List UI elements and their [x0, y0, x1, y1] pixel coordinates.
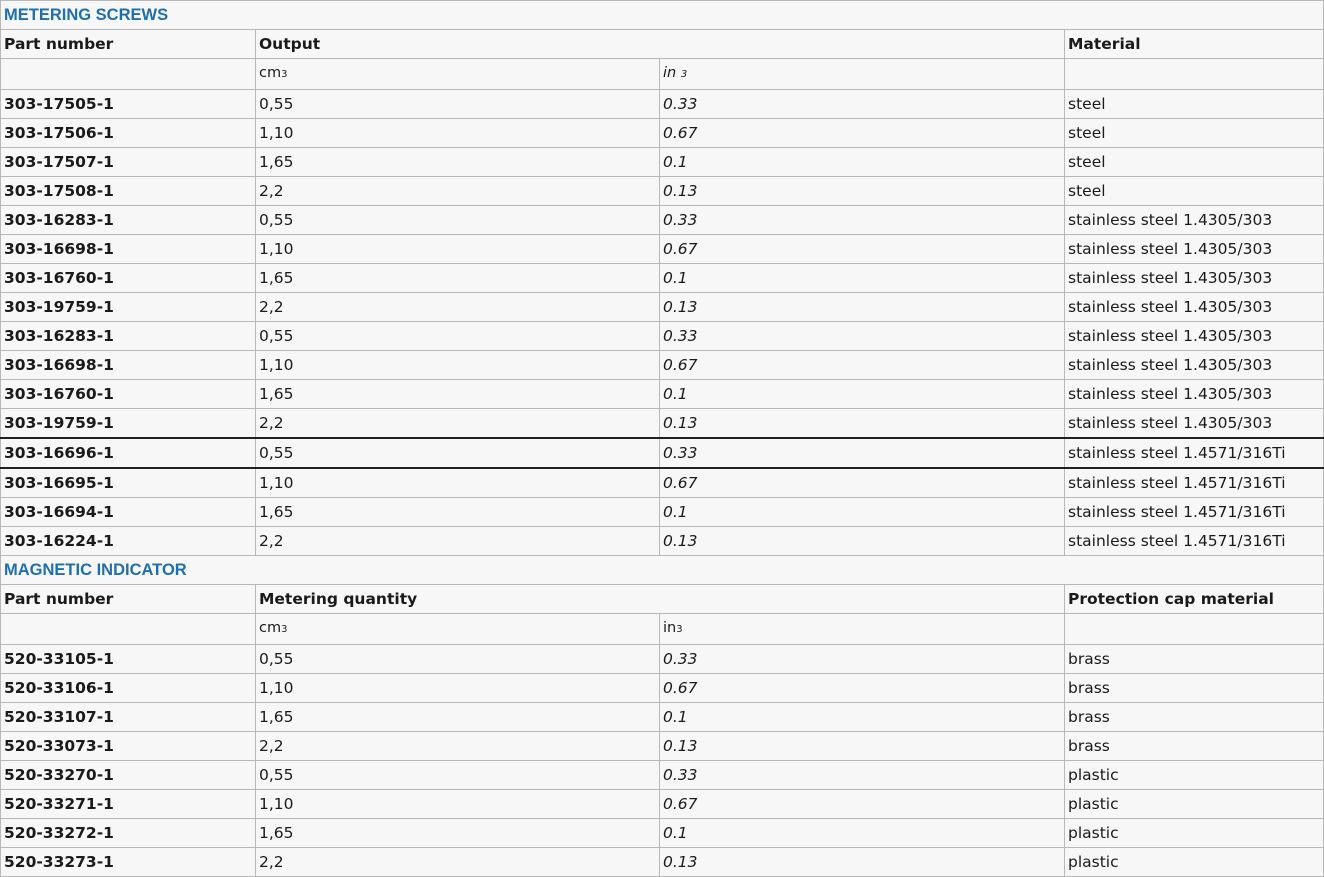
- material: steel: [1065, 148, 1324, 177]
- part-number: 520-33272-1: [1, 819, 256, 848]
- volume-cm3: 0,55: [256, 438, 660, 468]
- part-number: 303-19759-1: [1, 409, 256, 439]
- material: brass: [1065, 674, 1324, 703]
- table-row: [1, 703, 1324, 732]
- units-row: [1, 614, 1324, 645]
- material: stainless steel 1.4571/316Ti: [1065, 527, 1324, 556]
- volume-in3: 0.1: [660, 264, 1065, 293]
- material: brass: [1065, 732, 1324, 761]
- volume-in3: 0.13: [660, 848, 1065, 877]
- volume-in3: 0.1: [660, 148, 1065, 177]
- volume-cm3: 1,65: [256, 264, 660, 293]
- header-output: Metering quantity: [256, 585, 1065, 614]
- material: stainless steel 1.4305/303: [1065, 322, 1324, 351]
- header-part-number: Part number: [1, 585, 256, 614]
- header-material: Protection cap material: [1065, 585, 1324, 614]
- volume-cm3: 1,10: [256, 790, 660, 819]
- section-title-row: [1, 556, 1324, 585]
- header-output: Output: [256, 30, 1065, 59]
- table-row: [1, 527, 1324, 556]
- part-number: 303-16698-1: [1, 351, 256, 380]
- unit-imperial-label: in: [663, 65, 681, 81]
- volume-in3: 0.13: [660, 409, 1065, 439]
- header-material: Material: [1065, 30, 1324, 59]
- material: stainless steel 1.4571/316Ti: [1065, 498, 1324, 527]
- unit-metric: [256, 59, 660, 90]
- part-number: 520-33270-1: [1, 761, 256, 790]
- part-number: 303-16696-1: [1, 438, 256, 468]
- unit-imperial-exponent: 3: [680, 69, 688, 80]
- part-number: 303-16224-1: [1, 527, 256, 556]
- material: stainless steel 1.4305/303: [1065, 409, 1324, 439]
- part-number: 303-17505-1: [1, 90, 256, 119]
- unit-imperial: [660, 59, 1065, 90]
- volume-in3: 0.1: [660, 380, 1065, 409]
- material: plastic: [1065, 761, 1324, 790]
- material: steel: [1065, 119, 1324, 148]
- material: brass: [1065, 645, 1324, 674]
- volume-in3: 0.67: [660, 351, 1065, 380]
- volume-cm3: 1,10: [256, 351, 660, 380]
- part-number: 303-16695-1: [1, 468, 256, 498]
- volume-cm3: 1,10: [256, 468, 660, 498]
- section-title-row: [1, 1, 1324, 30]
- volume-in3: 0.1: [660, 703, 1065, 732]
- table-row: [1, 409, 1324, 439]
- table-row: [1, 819, 1324, 848]
- volume-in3: 0.13: [660, 527, 1065, 556]
- table-row: [1, 674, 1324, 703]
- table-row: [1, 293, 1324, 322]
- volume-cm3: 0,55: [256, 322, 660, 351]
- table-row: [1, 761, 1324, 790]
- table-row: [1, 380, 1324, 409]
- volume-cm3: 1,10: [256, 674, 660, 703]
- volume-in3: 0.13: [660, 293, 1065, 322]
- volume-in3: 0.67: [660, 119, 1065, 148]
- part-number: 303-17508-1: [1, 177, 256, 206]
- header-row: [1, 585, 1324, 614]
- part-number: 303-16698-1: [1, 235, 256, 264]
- units-row: [1, 59, 1324, 90]
- volume-cm3: 2,2: [256, 527, 660, 556]
- units-empty-cell: [1065, 614, 1324, 645]
- volume-in3: 0.67: [660, 235, 1065, 264]
- material: stainless steel 1.4305/303: [1065, 264, 1324, 293]
- table-row: [1, 645, 1324, 674]
- volume-cm3: 0,55: [256, 645, 660, 674]
- table-row: [1, 264, 1324, 293]
- material: steel: [1065, 90, 1324, 119]
- part-number: 520-33107-1: [1, 703, 256, 732]
- part-number: 303-16283-1: [1, 322, 256, 351]
- volume-cm3: 1,65: [256, 498, 660, 527]
- volume-in3: 0.33: [660, 645, 1065, 674]
- volume-cm3: 0,55: [256, 761, 660, 790]
- material: stainless steel 1.4305/303: [1065, 206, 1324, 235]
- table-row: [1, 235, 1324, 264]
- table-row: [1, 438, 1324, 468]
- table-row: [1, 90, 1324, 119]
- part-number: 520-33073-1: [1, 732, 256, 761]
- material: steel: [1065, 177, 1324, 206]
- volume-in3: 0.33: [660, 206, 1065, 235]
- unit-metric: [256, 614, 660, 645]
- material: stainless steel 1.4305/303: [1065, 293, 1324, 322]
- unit-metric-label: cm: [259, 620, 282, 636]
- volume-in3: 0.67: [660, 468, 1065, 498]
- part-number: 520-33105-1: [1, 645, 256, 674]
- part-number: 303-17506-1: [1, 119, 256, 148]
- header-part-number: Part number: [1, 30, 256, 59]
- volume-cm3: 1,65: [256, 380, 660, 409]
- volume-cm3: 0,55: [256, 90, 660, 119]
- volume-in3: 0.33: [660, 90, 1065, 119]
- table-row: [1, 206, 1324, 235]
- volume-in3: 0.1: [660, 819, 1065, 848]
- material: brass: [1065, 703, 1324, 732]
- part-number: 303-16760-1: [1, 264, 256, 293]
- units-empty-cell: [1, 614, 256, 645]
- volume-in3: 0.13: [660, 177, 1065, 206]
- material: stainless steel 1.4571/316Ti: [1065, 438, 1324, 468]
- unit-imperial-label: in: [663, 620, 677, 636]
- section-title: METERING SCREWS: [1, 1, 1324, 30]
- volume-in3: 0.33: [660, 438, 1065, 468]
- table-row: [1, 468, 1324, 498]
- section-title: MAGNETIC INDICATOR: [1, 556, 1324, 585]
- material: stainless steel 1.4305/303: [1065, 351, 1324, 380]
- volume-in3: 0.33: [660, 761, 1065, 790]
- volume-cm3: 1,65: [256, 819, 660, 848]
- volume-cm3: 2,2: [256, 732, 660, 761]
- table-row: [1, 498, 1324, 527]
- material: plastic: [1065, 819, 1324, 848]
- table-row: [1, 119, 1324, 148]
- volume-cm3: 2,2: [256, 293, 660, 322]
- table-row: [1, 790, 1324, 819]
- table-row: [1, 177, 1324, 206]
- table-row: [1, 351, 1324, 380]
- material: stainless steel 1.4571/316Ti: [1065, 468, 1324, 498]
- part-number: 303-19759-1: [1, 293, 256, 322]
- volume-cm3: 1,10: [256, 235, 660, 264]
- volume-in3: 0.33: [660, 322, 1065, 351]
- unit-metric-exponent: 3: [281, 69, 288, 80]
- volume-in3: 0.67: [660, 674, 1065, 703]
- unit-metric-label: cm: [259, 65, 282, 81]
- table-row: [1, 732, 1324, 761]
- volume-in3: 0.13: [660, 732, 1065, 761]
- material: stainless steel 1.4305/303: [1065, 380, 1324, 409]
- volume-cm3: 2,2: [256, 177, 660, 206]
- material: plastic: [1065, 848, 1324, 877]
- units-empty-cell: [1065, 59, 1324, 90]
- volume-cm3: 1,65: [256, 703, 660, 732]
- table-row: [1, 148, 1324, 177]
- table-row: [1, 848, 1324, 877]
- volume-cm3: 1,65: [256, 148, 660, 177]
- volume-in3: 0.1: [660, 498, 1065, 527]
- parts-table-body: [1, 1, 1324, 877]
- header-row: [1, 30, 1324, 59]
- volume-cm3: 1,10: [256, 119, 660, 148]
- part-number: 303-17507-1: [1, 148, 256, 177]
- material: stainless steel 1.4305/303: [1065, 235, 1324, 264]
- table-row: [1, 322, 1324, 351]
- volume-cm3: 0,55: [256, 206, 660, 235]
- unit-imperial-exponent: 3: [676, 624, 683, 635]
- unit-imperial: [660, 614, 1065, 645]
- material: plastic: [1065, 790, 1324, 819]
- part-number: 520-33273-1: [1, 848, 256, 877]
- volume-cm3: 2,2: [256, 409, 660, 439]
- unit-metric-exponent: 3: [281, 624, 288, 635]
- units-empty-cell: [1, 59, 256, 90]
- part-number: 303-16283-1: [1, 206, 256, 235]
- part-number: 520-33271-1: [1, 790, 256, 819]
- part-number: 520-33106-1: [1, 674, 256, 703]
- part-number: 303-16694-1: [1, 498, 256, 527]
- volume-cm3: 2,2: [256, 848, 660, 877]
- part-number: 303-16760-1: [1, 380, 256, 409]
- volume-in3: 0.67: [660, 790, 1065, 819]
